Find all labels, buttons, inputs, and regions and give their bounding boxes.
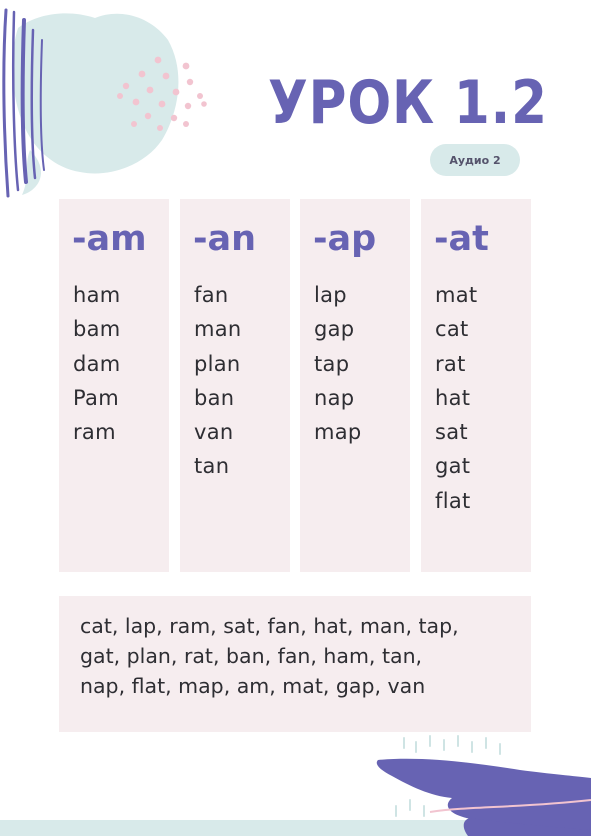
purple-brush-stroke-bottom bbox=[377, 759, 591, 830]
mint-brush-stroke-top bbox=[12, 13, 178, 173]
practice-line: nap, flat, map, am, mat, gap, van bbox=[80, 674, 426, 698]
pink-thread-bottom bbox=[430, 800, 591, 812]
word-item: ham bbox=[73, 283, 121, 307]
practice-text bbox=[80, 611, 520, 701]
word-item: flat bbox=[435, 488, 471, 513]
word-item: sat bbox=[435, 420, 468, 445]
word-item: gap bbox=[314, 317, 355, 342]
word-item: cat bbox=[435, 317, 469, 342]
word-item: rat bbox=[435, 351, 466, 376]
word-item: hat bbox=[435, 385, 471, 410]
word-list bbox=[314, 278, 362, 449]
purple-brush-streak bbox=[464, 818, 591, 836]
word-item: mat bbox=[435, 283, 478, 307]
column-am bbox=[59, 199, 169, 572]
word-item: nap bbox=[314, 385, 355, 410]
word-item: tap bbox=[314, 351, 350, 376]
column-heading: -ap bbox=[313, 219, 377, 259]
practice-line: cat, lap, ram, sat, fan, hat, man, tap, bbox=[80, 614, 459, 638]
word-list bbox=[194, 278, 242, 484]
word-item: lap bbox=[314, 283, 347, 307]
word-item: fan bbox=[194, 283, 229, 307]
word-item: tan bbox=[194, 454, 230, 479]
word-item: map bbox=[314, 420, 362, 445]
word-item: man bbox=[194, 317, 242, 342]
audio-badge[interactable] bbox=[430, 144, 520, 176]
word-list bbox=[73, 278, 121, 449]
mint-brush-stroke-tail bbox=[22, 150, 41, 195]
word-item: Pam bbox=[73, 385, 119, 410]
purple-lines-top-left bbox=[4, 10, 44, 196]
word-item: gat bbox=[435, 454, 471, 479]
column-heading: -an bbox=[193, 219, 257, 259]
word-item: bam bbox=[73, 317, 121, 342]
word-item: ban bbox=[194, 385, 235, 410]
word-family-columns bbox=[59, 199, 531, 572]
audio-badge-label: Аудио 2 bbox=[449, 153, 501, 167]
column-at bbox=[421, 199, 531, 572]
practice-panel bbox=[59, 596, 531, 732]
column-ap bbox=[300, 199, 410, 572]
column-an bbox=[180, 199, 290, 572]
word-list bbox=[435, 278, 477, 518]
word-item: ram bbox=[73, 420, 116, 445]
pink-dots-cluster bbox=[117, 57, 207, 131]
page-title: УРОК 1.2 bbox=[268, 68, 548, 138]
column-heading: -at bbox=[434, 219, 489, 259]
column-heading: -am bbox=[72, 219, 147, 259]
word-item: dam bbox=[73, 351, 121, 376]
practice-line: gat, plan, rat, ban, fan, ham, tan, bbox=[80, 644, 423, 668]
mint-dashes-bottom-right bbox=[396, 736, 500, 816]
word-item: plan bbox=[194, 351, 241, 376]
word-item: van bbox=[194, 420, 234, 445]
mint-bottom-stripe bbox=[0, 820, 591, 836]
